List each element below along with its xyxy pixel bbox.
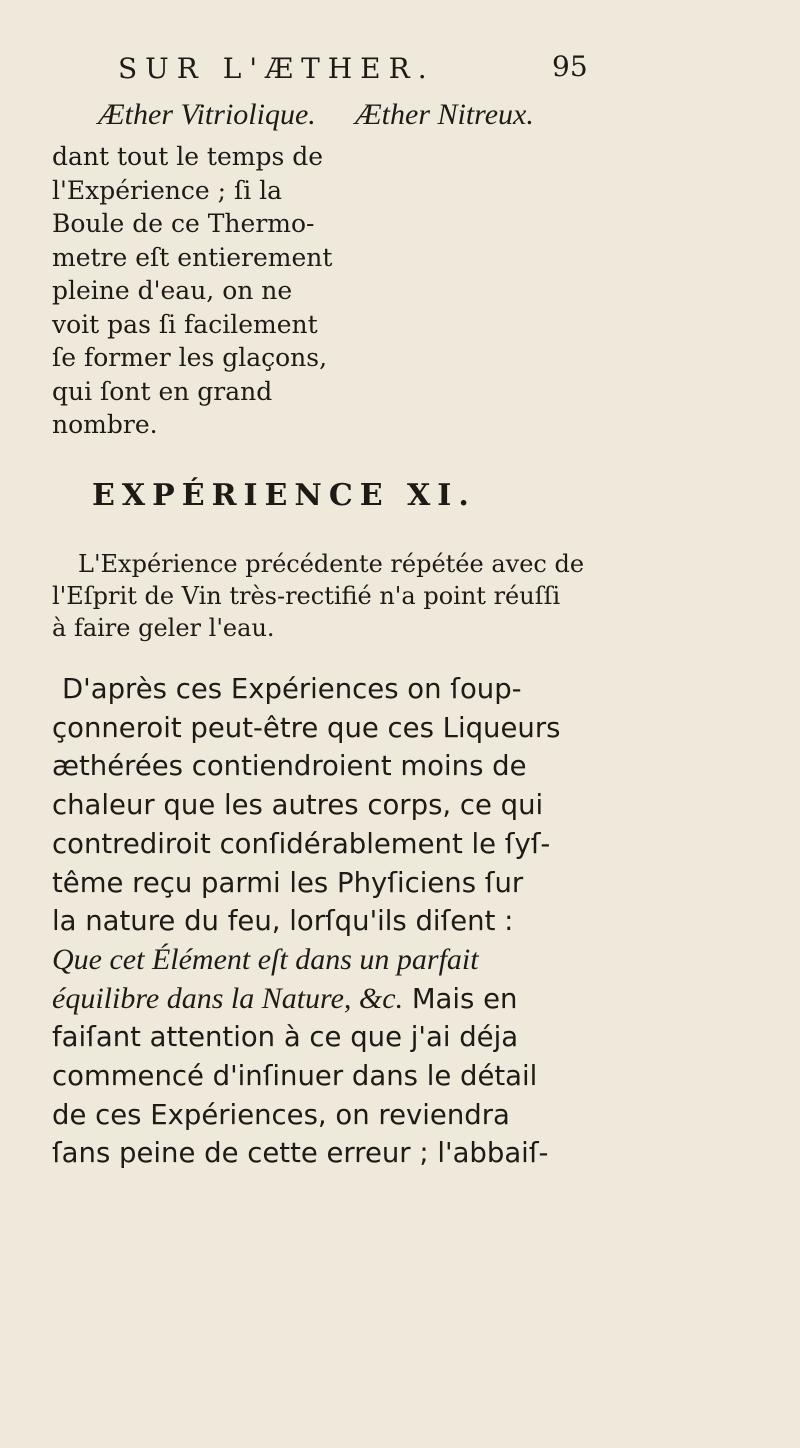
main-paragraph bbox=[52, 670, 627, 1173]
text-line: D'après ces Expériences on ſoup- bbox=[62, 673, 522, 705]
left-column-paragraph bbox=[52, 140, 333, 442]
italic-quote-end: équilibre dans la Nature, &c. bbox=[52, 981, 404, 1015]
text-line: contrediroit conſidérablement le ſyſ- bbox=[52, 827, 551, 860]
text-line: tême reçu parmi les Phyſiciens ſur bbox=[52, 866, 524, 899]
text-line: chaleur que les autres corps, ce qui bbox=[52, 789, 544, 822]
text-line: ſe former les glaçons, bbox=[52, 343, 328, 372]
text-line: l'Expérience ; ſi la bbox=[52, 175, 283, 205]
text-line: faiſant attention à ce que j'ai déja bbox=[52, 1021, 519, 1054]
right-column-title: Æther Nitreux. bbox=[355, 98, 534, 131]
text-line: æthérées contiendroient moins de bbox=[52, 750, 527, 783]
italic-quote-line: Que cet Élément eſt dans un parfait bbox=[52, 942, 479, 976]
running-header: SUR L'ÆTHER. bbox=[118, 52, 435, 85]
text-line: Boule de ce Thermo- bbox=[52, 209, 315, 238]
text-line: metre eſt entierement bbox=[52, 242, 333, 272]
text-line: pleine d'eau, on ne bbox=[52, 276, 293, 305]
text-line: commencé d'inſinuer dans le détail bbox=[52, 1060, 538, 1093]
left-column-title: Æther Vitriolique. bbox=[98, 98, 316, 131]
text-line: ſans peine de cette erreur ; l'abbaiſ- bbox=[52, 1137, 549, 1170]
text-line: la nature du feu, lorſqu'ils diſent : bbox=[52, 905, 514, 938]
text-fragment: Mais en bbox=[403, 982, 518, 1015]
text-line: à faire geler l'eau. bbox=[52, 614, 275, 642]
text-line: voit pas ſi facilement bbox=[52, 309, 318, 339]
text-line bbox=[52, 980, 627, 1019]
text-line: l'Eſprit de Vin très-rectifié n'a point réuſſi bbox=[52, 582, 561, 610]
text-line: qui ſont en grand bbox=[52, 376, 273, 406]
text-line: nombre. bbox=[52, 410, 158, 439]
text-line: dant tout le temps de bbox=[52, 142, 324, 171]
experience-heading: EXPÉRIENCE XI. bbox=[92, 478, 476, 513]
page-number: 95 bbox=[552, 50, 588, 83]
text-line: L'Expérience précédente répétée avec de bbox=[78, 550, 585, 578]
text-line: çonneroit peut-être que ces Liqueurs bbox=[52, 711, 561, 744]
text-line: de ces Expériences, on reviendra bbox=[52, 1098, 510, 1131]
experience-paragraph bbox=[52, 548, 612, 644]
